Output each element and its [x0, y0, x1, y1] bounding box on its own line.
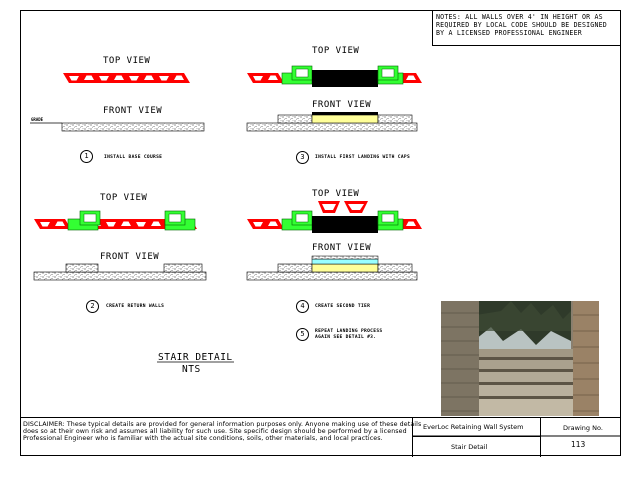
stair-photo [441, 301, 599, 416]
panel-2-top-view-label: TOP VIEW [100, 193, 148, 203]
drawing-number-cell [540, 418, 621, 457]
panel-3-top-view-label: TOP VIEW [312, 46, 360, 56]
panel-4-top-view-label: TOP VIEW [312, 189, 360, 199]
panel-2-front-view-label: FRONT VIEW [100, 252, 160, 262]
grade-label: GRADE [31, 117, 44, 122]
drawing-title: Stair Detail [451, 443, 488, 451]
system-name-cell [412, 418, 540, 437]
step-3-text: INSTALL FIRST LANDING WITH CAPS [315, 155, 411, 160]
panel-2-top-view [34, 211, 197, 230]
step-5-text-line2: AGAIN SEE DETAIL #3. [315, 335, 377, 340]
step-4-text: CREATE SECOND TIER [315, 304, 371, 309]
panel-2-front-view [34, 264, 206, 280]
step-5-text-line1: REPEAT LANDING PROCESS [315, 329, 383, 334]
step-2-number: 2 [86, 300, 99, 313]
detail-title: STAIR DETAIL [158, 352, 233, 363]
panel-3-front-view [247, 112, 417, 131]
step-3-number: 3 [296, 151, 309, 164]
panel-3-front-view-label: FRONT VIEW [312, 100, 372, 110]
panel-4-front-view [247, 256, 417, 280]
disclaimer-text: DISCLAIMER: These typical details are provided for general information purposes only. Anyone making use of these details does so at their own risk and assumes all liability for such use. Site specific design should be performed by a licensed Professional Engineer who is familiar with the actual site conditions, soils, other materials, and local practices. [23, 421, 422, 443]
drawing-number: 113 [571, 440, 586, 449]
panel-1-top-view-label: TOP VIEW [103, 56, 151, 66]
step-2-text: CREATE RETURN WALLS [106, 304, 165, 309]
system-name: EverLoc Retaining Wall System [423, 423, 524, 431]
step-4-number: 4 [296, 300, 309, 313]
notes-box: NOTES: ALL WALLS OVER 4' IN HEIGHT OR AS REQUIRED BY LOCAL CODE SHOULD BE DESIGNED BY A LICENSED PROFESSIONAL ENGINEER [432, 10, 621, 46]
step-5-number: 5 [296, 328, 309, 341]
detail-subtitle: NTS [182, 364, 201, 375]
title-block [20, 417, 621, 456]
panel-4-front-view-label: FRONT VIEW [312, 243, 372, 253]
panel-4-top-view [247, 201, 422, 233]
step-1-number: 1 [80, 150, 93, 163]
drawing-number-label: Drawing No. [563, 424, 603, 432]
drawing-title-cell [412, 437, 540, 457]
panel-1-top-view [63, 73, 190, 83]
panel-1-front-view [30, 123, 204, 131]
panel-1-front-view-label: FRONT VIEW [103, 106, 163, 116]
step-1-text: INSTALL BASE COURSE [104, 155, 163, 160]
panel-3-top-view [247, 66, 422, 87]
